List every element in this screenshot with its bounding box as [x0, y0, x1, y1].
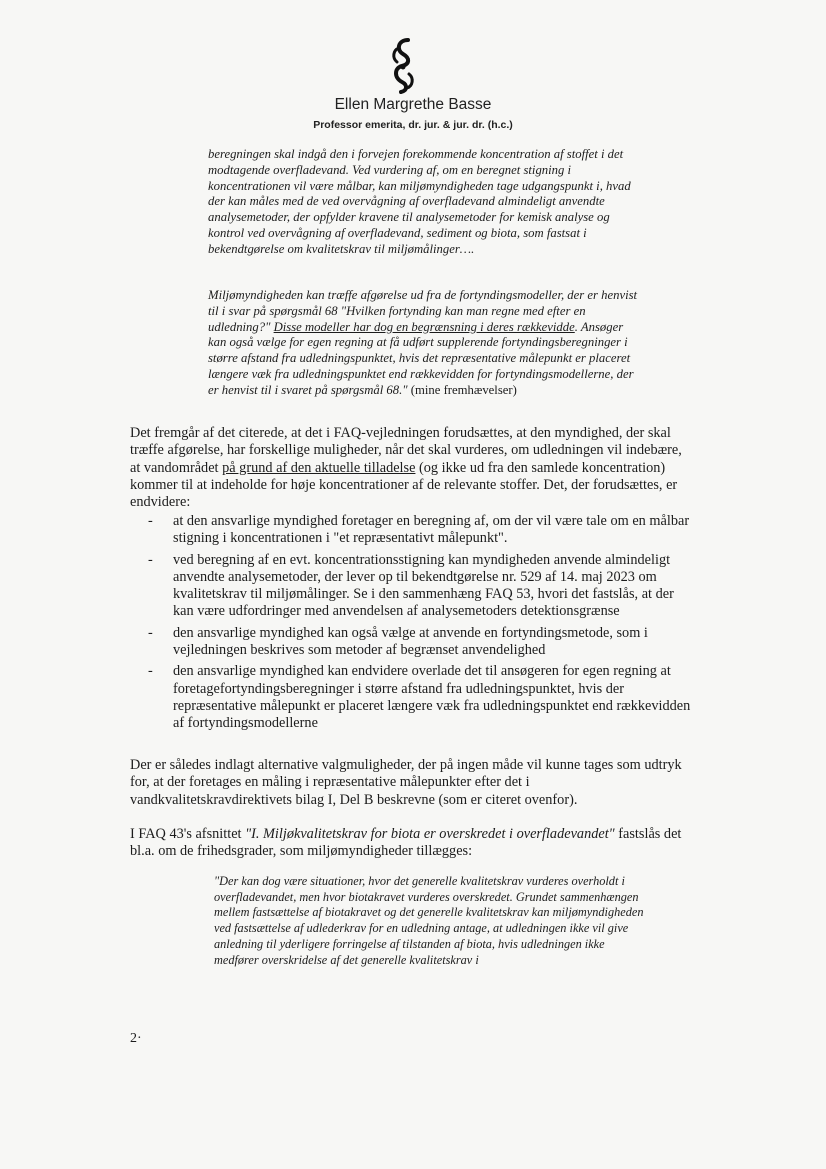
bullet-text: den ansvarlige myndighed kan endvidere overlade det til ansøgeren for egen regning at foretagefortyndingsberegninger i større afstand fra udledningspunktet, hvis der repræsentative målepunkt er placeret længere væk fra udledningspunktet end rækkevidden af fortyndingsmodellerne	[173, 663, 691, 732]
page-number: 2·	[130, 1031, 142, 1046]
quote-block-3	[214, 874, 644, 968]
paragraph-3	[130, 826, 690, 861]
bullet-text: at den ansvarlige myndighed foretager en beregning af, om der vil være tale om en målbar stigning i koncentrationen i "et repræsentativt målepunkt".	[173, 513, 690, 547]
paragraph-1-before: Det fremgår af det citerede, at det i FAQ-vejledningen forudsættes, at den myndighed, der skal træffe afgørelse, har forskellige muligheder, når det skal vurderes, om udledningen vil indebære, at vandområdet	[130, 425, 682, 476]
paragraph-3-before: I FAQ 43's afsnittet	[130, 826, 246, 842]
quote-block-2	[208, 288, 638, 399]
bullet-dash: -	[148, 624, 153, 641]
paragraph-3-text	[130, 826, 690, 861]
paragraph-1-text	[130, 425, 690, 511]
quote-block-1	[208, 147, 638, 258]
paragraph-1-underlined: på grund af den aktuelle tilladelse	[222, 459, 416, 476]
quote-2-underlined: Disse modeller har dog en begrænsning i deres rækkevidde	[273, 319, 575, 334]
author-title: Professor emerita, dr. jur. & jur. dr. (h.c.)	[313, 119, 513, 131]
bullet-dash: -	[148, 513, 153, 529]
quote-1-text: beregningen skal indgå den i forvejen forekommende koncentration af stoffet i det modtagende overfladevand. Ved vurdering af, om en beregnet stigning i koncentrationen vil være målbar, kan miljømyndigheden tage udgangspunkt i, hvad der kan måles med de ved overvågning af overfladevand almindeligt anvendte analysemetoder, der opfylder kravene til analysemetoder for kemisk analyse og kontrol ved overvågning af overfladevand, sediment og biota, som fastsat i bekendtgørelse om kvalitetskrav til miljømålinger….	[208, 147, 631, 256]
quote-2-text-after: . Ansøger kan også vælge for egen regning at få udført supplerende fortyndingsberegninger i større afstand fra udledningspunktet, hvis det repræsentative målepunkt er placeret længere væk fra udledningspunktet end rækkevidden for fortyndingsmodellerne, der er henvist til i svaret på spørgsmål 68."	[208, 319, 634, 397]
bullet-dash: -	[148, 663, 153, 680]
paragraph-3-after: fastslås det bl.a. om de frihedsgrader, som miljømyndigheder tillægges:	[130, 826, 682, 860]
list-item	[148, 625, 693, 660]
bullet-dash: -	[148, 551, 153, 568]
list-item	[148, 513, 693, 548]
paragraph-1	[130, 425, 690, 511]
list-item	[148, 663, 693, 732]
quote-2-text-before: Miljømyndigheden kan træffe afgørelse ud fra de fortyndingsmodeller, der er henvist til i svar på spørgsmål 68 "Hvilken fortynding kan man regne med efter en udledning?"	[208, 288, 638, 334]
paragraph-1-after: (og ikke ud fra den samlede koncentration) kommer til at indeholde for høje koncentrationer af de relevante stoffer. Det, der forudsættes, er endvidere:	[130, 459, 678, 511]
bullet-text: den ansvarlige myndighed kan også vælge at anvende en fortyndingsmetode, som i vejledningen beskrives som metoder af begrænset anvendelighed	[173, 624, 648, 659]
bullet-text: ved beregning af en evt. koncentrationsstigning kan myndigheden anvende almindeligt anvendte analysemetoder, der lever op til bekendtgørelse nr. 529 af 14. maj 2023 om kvalitetskrav til miljømålinger. Se i den sammenhæng FAQ 53, hvori det fastslås, at der kan være udfordringer med anvendelsen af analysemetoders detektionsgrænse	[173, 551, 674, 620]
logo-icon	[388, 36, 418, 98]
paragraph-2-text: Der er således indlagt alternative valgmuligheder, der på ingen måde vil kunne tages som udtryk for, at der foretages en måling i repræsentative målepunkter efter det i vandkvalitetskravdirektivets bilag I, Del B beskrevne (som er citeret ovenfor).	[130, 757, 682, 808]
paragraph-2	[130, 757, 690, 809]
quote-2-note: (mine fremhævelser)	[410, 382, 517, 397]
list-item	[148, 552, 693, 621]
quote-2-paragraph	[208, 288, 638, 399]
bullet-list	[148, 513, 693, 737]
author-name: Ellen Margrethe Basse	[334, 96, 492, 113]
quote-3-text: "Der kan dog være situationer, hvor det generelle kvalitetskrav vurderes overholdt i overfladevandet, men hvor biotakravet vurderes overskredet. Grundet sammenhængen mellem fastsættelse af biotakravet og det generelle kvalitetskrav kan miljømyndigheden ved fastsættelse af udlederkrav for en udledning antage, at udledningen ikke vil give anledning til yderligere forringelse af tilstanden af biota, hvis udledningen ikke medfører overskridelse af det generelle kvalitetskrav i	[214, 874, 644, 967]
paragraph-3-italic: "I. Miljøkvalitetskrav for biota er overskredet i overfladevandet"	[245, 826, 615, 842]
